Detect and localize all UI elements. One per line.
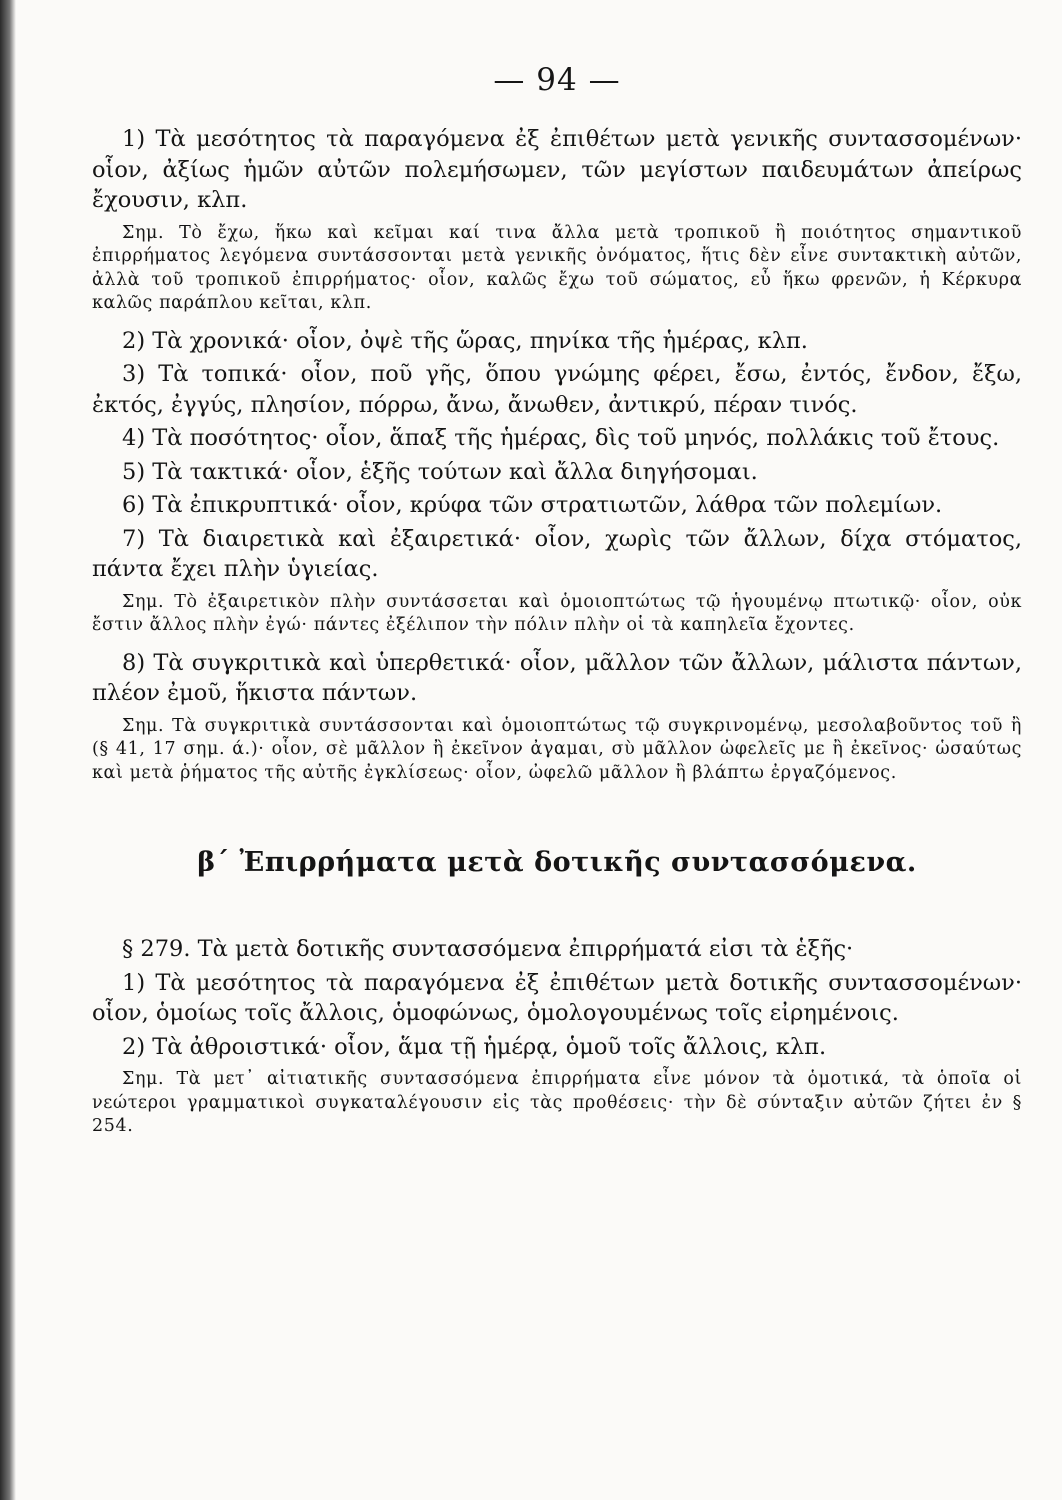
paragraph: § 279. Τὰ μετὰ δοτικῆς συντασσόμενα ἐπιρρήματά εἰσι τὰ ἑξῆς· (122, 936, 854, 962)
page-number: — 94 — (493, 62, 621, 98)
paragraph: 6) Τὰ ἐπικρυπτικά· οἷον, κρύφα τῶν στρατιωτῶν, λάθρα τῶν πολεμίων. (122, 492, 943, 518)
note: Σημ. Τὸ ἔχω, ἥκω καὶ κεῖμαι καί τινα ἄλλα μετὰ τροπικοῦ ἢ ποιότητος σημαντικοῦ ἐπιρρήματος λεγόμενα συντάσσονται μετὰ γενικῆς ὀνόματος, ἥτις δὲν εἶνε συντακτικὴ αὐτῶν, ἀλλὰ τοῦ τροπικοῦ ἐπιρρήματος· οἷον, καλῶς ἔχω τοῦ σώματος, εὖ ἥκω φρενῶν, ἡ Κέρκυρα καλῶς παράπλου κεῖται, κλπ. (92, 222, 1022, 313)
note: Σημ. Τὰ μετ᾽ αἰτιατικῆς συντασσόμενα ἐπιρρήματα εἶνε μόνον τὰ ὁμοτικά, τὰ ὁποῖα οἱ νεώτεροι γραμματικοὶ συγκαταλέγουσιν εἰς τὰς προθέσεις· τὴν δὲ σύνταξιν αὐτῶν ζήτει ἐν § 254. (92, 1069, 1022, 1136)
note: Σημ. Τὰ συγκριτικὰ συντάσσονται καὶ ὁμοιοπτώτως τῷ συγκρινομένῳ, μεσολαβοῦντος τοῦ ἢ (§ 41, 17 σημ. ά.)· οἷον, σὲ μᾶλλον ἢ ἐκεῖνον ἀγαμαι, σὺ μᾶλλον ὠφελεῖς με ἢ ἐκεῖνος· ὡσαύτως καὶ μετὰ ῥήματος τῆς αὐτῆς ἐγκλίσεως· οἷον, ὠφελῶ μᾶλλον ἢ βλάπτω ἐργαζόμενος. (92, 715, 1022, 783)
paragraph: 5) Τὰ τακτικά· οἷον, ἑξῆς τούτων καὶ ἄλλα διηγήσομαι. (122, 458, 758, 485)
paragraph: 1) Τὰ μεσότητος τὰ παραγόμενα ἐξ ἐπιθέτων μετὰ δοτικῆς συντασσομένων· οἷον, ὁμοίως τοῖς ἄλλοις, ὁμοφώνως, ὁμολογουμένως τοῖς εἰρημένοις. (92, 969, 1022, 1026)
note: Σημ. Τὸ ἐξαιρετικὸν πλὴν συντάσσεται καὶ ὁμοιοπτώτως τῷ ἡγουμένῳ πτωτικῷ· οἷον, οὐκ ἔστιν ἄλλος πλὴν ἐγώ· πάντες ἐξέλιπον τὴν πόλιν πλὴν οἱ τὰ καπηλεῖα ἔχοντες. (92, 591, 1022, 635)
paragraph: 2) Τὰ χρονικά· οἷον, ὀψὲ τῆς ὥρας, πηνίκα τῆς ἡμέρας, κλπ. (122, 327, 808, 354)
paragraph: 4) Τὰ ποσότητος· οἷον, ἅπαξ τῆς ἡμέρας, δὶς τοῦ μηνός, πολλάκις τοῦ ἔτους. (122, 425, 1000, 451)
paragraph: 3) Τὰ τοπικά· οἷον, ποῦ γῆς, ὅπου γνώμης φέρει, ἔσω, ἐντός, ἔνδον, ἔξω, ἐκτός, ἐγγύς, πλησίον, πόρρω, ἄνω, ἄνωθεν, ἀντικρύ, πέραν τινός. (92, 361, 1022, 418)
paragraph: 7) Τὰ διαιρετικὰ καὶ ἐξαιρετικά· οἷον, χωρὶς τῶν ἄλλων, δίχα στόματος, πάντα ἔχει πλὴν ὑγιείας. (92, 525, 1022, 582)
section-genitive-adverbs (92, 124, 1022, 785)
paragraph: 1) Τὰ μεσότητος τὰ παραγόμενα ἐξ ἐπιθέτων μετὰ γενικῆς συντασσομένων· οἷον, ἀξίως ἡμῶν αὐτῶν πολεμήσωμεν, τῶν μεγίστων παιδευμάτων ἀπείρως ἔχουσιν, κλπ. (92, 126, 1022, 213)
paragraph: 2) Τὰ ἀθροιστικά· οἷον, ἅμα τῇ ἡμέρᾳ, ὁμοῦ τοῖς ἄλλοις, κλπ. (122, 1033, 827, 1060)
paragraph: 8) Τὰ συγκριτικὰ καὶ ὑπερθετικά· οἷον, μᾶλλον τῶν ἄλλων, μάλιστα πάντων, πλέον ἐμοῦ, ἥκιστα πάντων. (92, 649, 1022, 706)
binding-shadow (0, 0, 16, 1500)
section-dative-adverbs (92, 934, 1022, 1139)
section-heading: β΄ Ἐπιρρήματα μετὰ δοτικῆς συντασσόμενα. (197, 847, 917, 878)
